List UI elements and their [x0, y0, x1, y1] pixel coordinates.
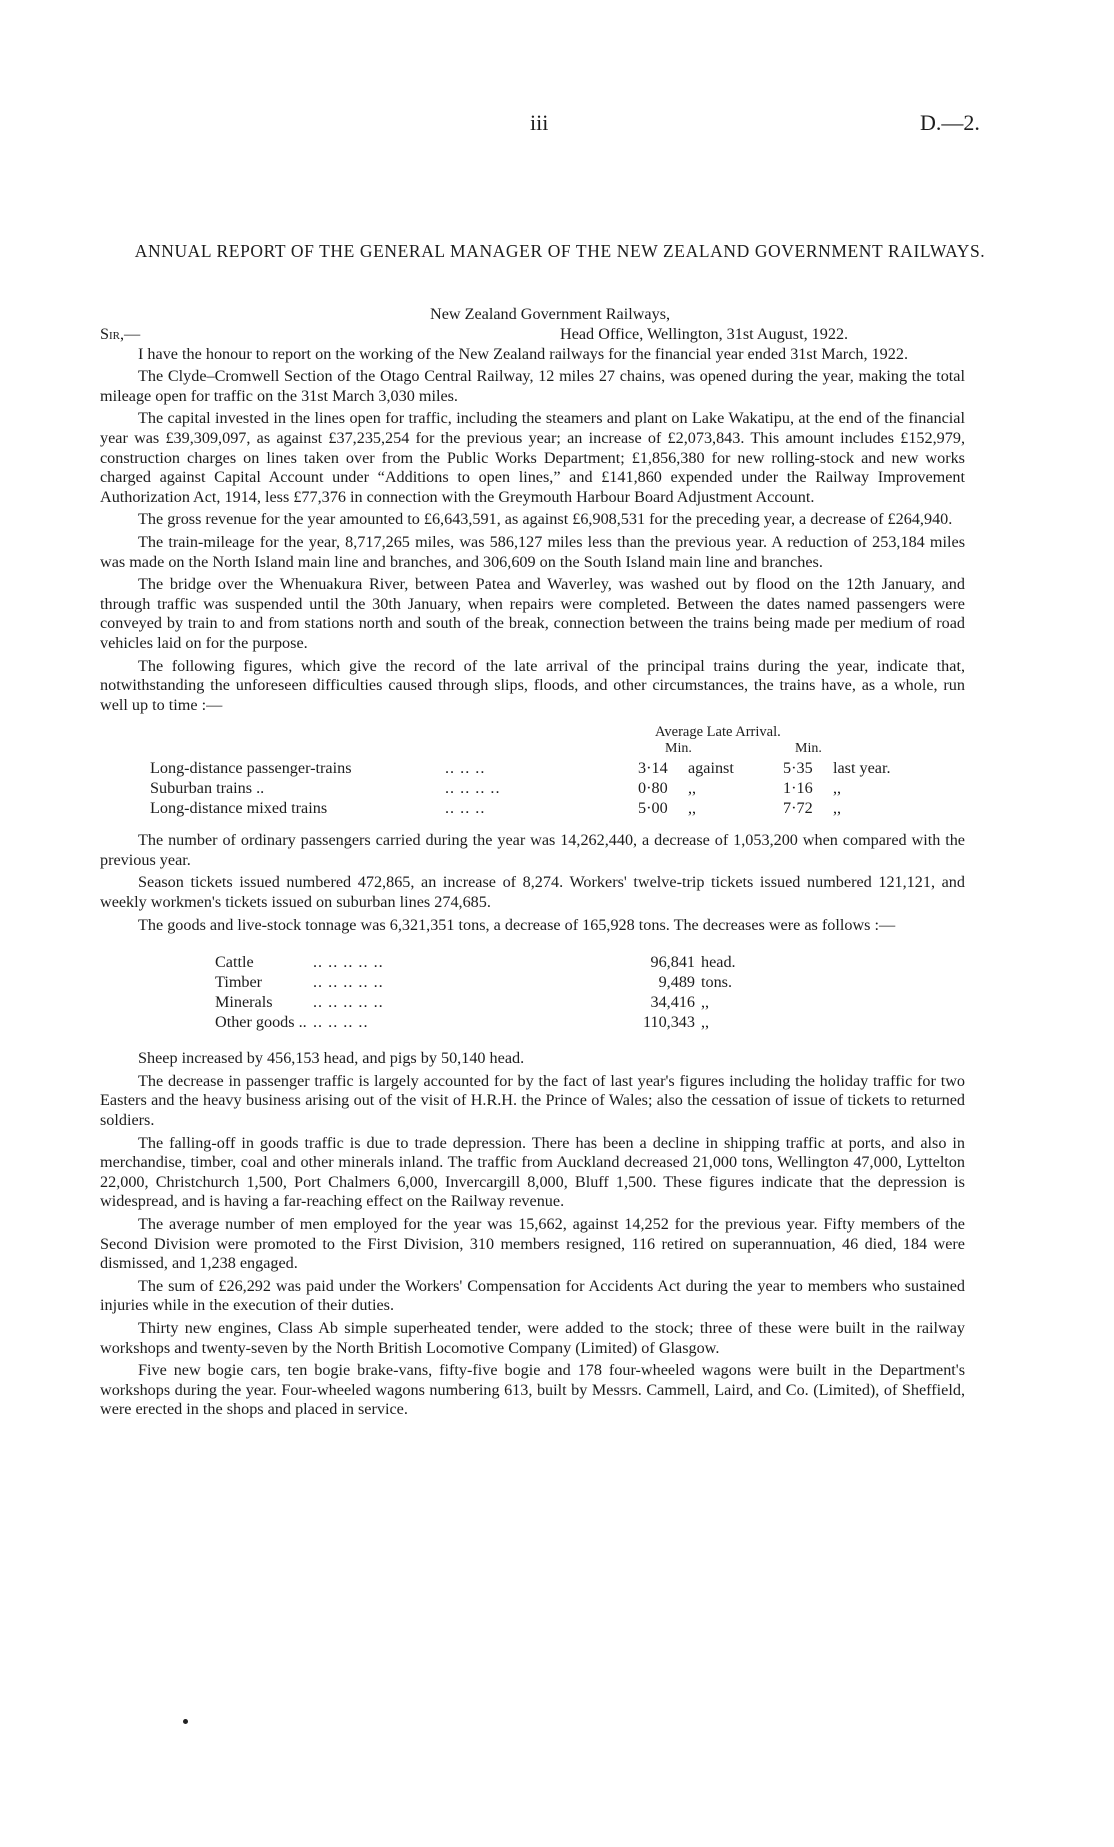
paragraph: The decrease in passenger traffic is largely accounted for by the fact of last year's figures including the holiday traffic for two Easters and the heavy business arising out of the visit of H.R.H. the Prince of Wales; also the cessation of issue of tickets to returned soldiers. [100, 1071, 965, 1130]
late-arrival-row [150, 779, 970, 799]
row-value: 34,416 [650, 993, 695, 1012]
leader-dots: .. .. .. [445, 759, 486, 778]
paragraph: The following figures, which give the record of the late arrival of the principal trains during the year, indicate that, notwithstanding the unforeseen difficulties caused through slips, floods, and other circumstances, the trains have, as a whole, run well up to time :— [100, 656, 965, 714]
paragraph: The train-mileage for the year, 8,717,265 miles, was 586,127 miles less than the previous year. A reduction of 253,184 miles was made on the North Island main line and branches, and 306,609 on the South Island main line and branches. [100, 532, 965, 571]
row-label: Other goods .. [215, 1013, 307, 1032]
row-value: 110,343 [642, 1013, 695, 1032]
salutation: Sir,— [100, 324, 141, 343]
comparison-word: ,, [688, 799, 697, 818]
paragraph: The falling-off in goods traffic is due to trade depression. There has been a decline in shipping traffic at ports, and also in merchandise, timber, coal and other minerals inland. The traffic from Auckland decreased 21,000 tons, Wellington 47,000, Lyttelton 22,000, Christchurch 1,500, Port Chalmers 6,000, Invercargill 8,000, Bluff 1,500. These figures indicate that the depression is widespread, and is having a far-reaching effect on the Railway revenue. [100, 1133, 965, 1211]
row-unit: ,, [701, 1013, 710, 1032]
current-value: 3·14 [638, 759, 668, 778]
late-arrival-row [150, 759, 970, 779]
current-value: 0·80 [638, 779, 668, 798]
paragraph: The bridge over the Whenuakura River, between Patea and Waverley, was washed out by flood on the 12th January, and through traffic was suspended until the 30th January, when repairs were completed. Between the dates named passengers were conveyed by train to and from stations north and south of the break, connection between the trains being made per medium of road vehicles laid on for the purpose. [100, 575, 965, 652]
row-label: Long-distance passenger-trains [150, 759, 352, 778]
leader-dots: .. .. .. .. [445, 779, 501, 798]
row-value: 96,841 [650, 953, 695, 972]
address-line-1: New Zealand Government Railways, [430, 305, 671, 323]
row-tail: last year. [833, 759, 891, 778]
decrease-row [215, 953, 815, 973]
decrease-row [215, 973, 815, 993]
paragraph: I have the honour to report on the working of the New Zealand railways for the financial year ended 31st March, 1922. [138, 344, 908, 363]
address-row [100, 325, 965, 345]
row-label: Suburban trains .. [150, 779, 265, 798]
decrease-row [215, 993, 815, 1013]
row-label: Cattle [215, 953, 254, 972]
min-column-header: Min. [795, 741, 822, 757]
ink-speck [183, 1719, 188, 1724]
row-unit: ,, [701, 993, 710, 1012]
previous-value: 5·35 [783, 759, 813, 778]
leader-dots: .. .. .. .. .. [313, 973, 384, 992]
paragraph: The gross revenue for the year amounted to £6,643,591, as against £6,908,531 for the preceding year, a decrease of £264,940. [138, 510, 953, 529]
document-reference: D.—2. [920, 110, 980, 135]
paragraph: The sum of £26,292 was paid under the Workers' Compensation for Accidents Act during the year to members who sustained injuries while in the execution of their duties. [100, 1276, 965, 1315]
paragraph: Sheep increased by 456,153 head, and pigs by 50,140 head. [138, 1049, 525, 1068]
row-value: 9,489 [658, 973, 695, 992]
paragraph: The capital invested in the lines open for traffic, including the steamers and plant on Lake Wakatipu, at the end of the financial year was £39,309,097, as against £37,235,254 for the previous year; an increase of £2,073,843. This amount includes £152,979, construction charges on lines taken over from the Public Works Department; £1,856,380 for new rolling-stock and new works charged against Capital Account under “Additions to open lines,” and £141,860 expended under the Railway Improvement Authorization Act, 1914, less £77,376 in connection with the Greymouth Harbour Board Adjustment Account. [100, 409, 965, 506]
comparison-word: against [688, 759, 734, 778]
report-title: ANNUAL REPORT OF THE GENERAL MANAGER OF THE NEW ZEALAND GOVERNMENT RAILWAYS. [134, 241, 986, 261]
row-unit: head. [701, 953, 736, 972]
row-label: Timber [215, 973, 263, 992]
paragraph: Thirty new engines, Class Ab simple superheated tender, were added to the stock; three of these were built in the railway workshops and twenty-seven by the North British Locomotive Company (Limited) of Glasgow. [100, 1318, 965, 1357]
row-unit: tons. [701, 973, 733, 992]
leader-dots: .. .. .. .. [313, 1013, 369, 1032]
leader-dots: .. .. .. .. .. [313, 993, 384, 1012]
late-arrival-row [150, 799, 970, 819]
paragraph: The Clyde–Cromwell Section of the Otago Central Railway, 12 miles 27 chains, was opened during the year, making the total mileage open for traffic on the 31st March 3,030 miles. [100, 367, 965, 405]
previous-value: 1·16 [783, 779, 813, 798]
page-number: iii [530, 110, 549, 135]
paragraph: The goods and live-stock tonnage was 6,321,351 tons, a decrease of 165,928 tons. The decreases were as follows :— [138, 915, 896, 934]
leader-dots: .. .. .. .. .. [313, 953, 384, 972]
paragraph: The average number of men employed for the year was 15,662, against 14,252 for the previous year. Fifty members of the Second Division were promoted to the First Division, 310 members resigned, 116 retired on superannuation, 46 died, 184 were dismissed, and 1,238 engaged. [100, 1215, 965, 1273]
paragraph: The number of ordinary passengers carried during the year was 14,262,440, a decrease of 1,053,200 when compared with the previous year. [100, 831, 965, 869]
late-arrival-heading: Average Late Arrival. [655, 724, 781, 741]
decrease-row [215, 1013, 815, 1033]
leader-dots: .. .. .. [445, 799, 486, 818]
decreases-table [100, 945, 965, 1041]
row-tail: ,, [833, 779, 842, 798]
previous-value: 7·72 [783, 799, 813, 818]
current-value: 5·00 [638, 799, 668, 818]
min-column-header: Min. [665, 741, 692, 757]
row-label: Long-distance mixed trains [150, 799, 328, 818]
report-body [100, 305, 965, 1423]
comparison-word: ,, [688, 779, 697, 798]
paragraph: Five new bogie cars, ten bogie brake-vans, fifty-five bogie and 178 four-wheeled wagons were built in the Department's workshops during the year. Four-wheeled wagons numbering 613, built by Messrs. Cammell, Laird, and Co. (Limited), of Sheffield, were erected in the shops and placed in service. [100, 1361, 965, 1419]
address-line-2: Head Office, Wellington, 31st August, 1922. [560, 324, 849, 343]
row-label: Minerals [215, 993, 273, 1012]
row-tail: ,, [833, 799, 842, 818]
late-arrival-table [100, 723, 965, 823]
paragraph: Season tickets issued numbered 472,865, an increase of 8,274. Workers' twelve-trip tickets issued numbered 121,121, and weekly workmen's tickets issued on suburban lines 274,685. [100, 873, 965, 912]
